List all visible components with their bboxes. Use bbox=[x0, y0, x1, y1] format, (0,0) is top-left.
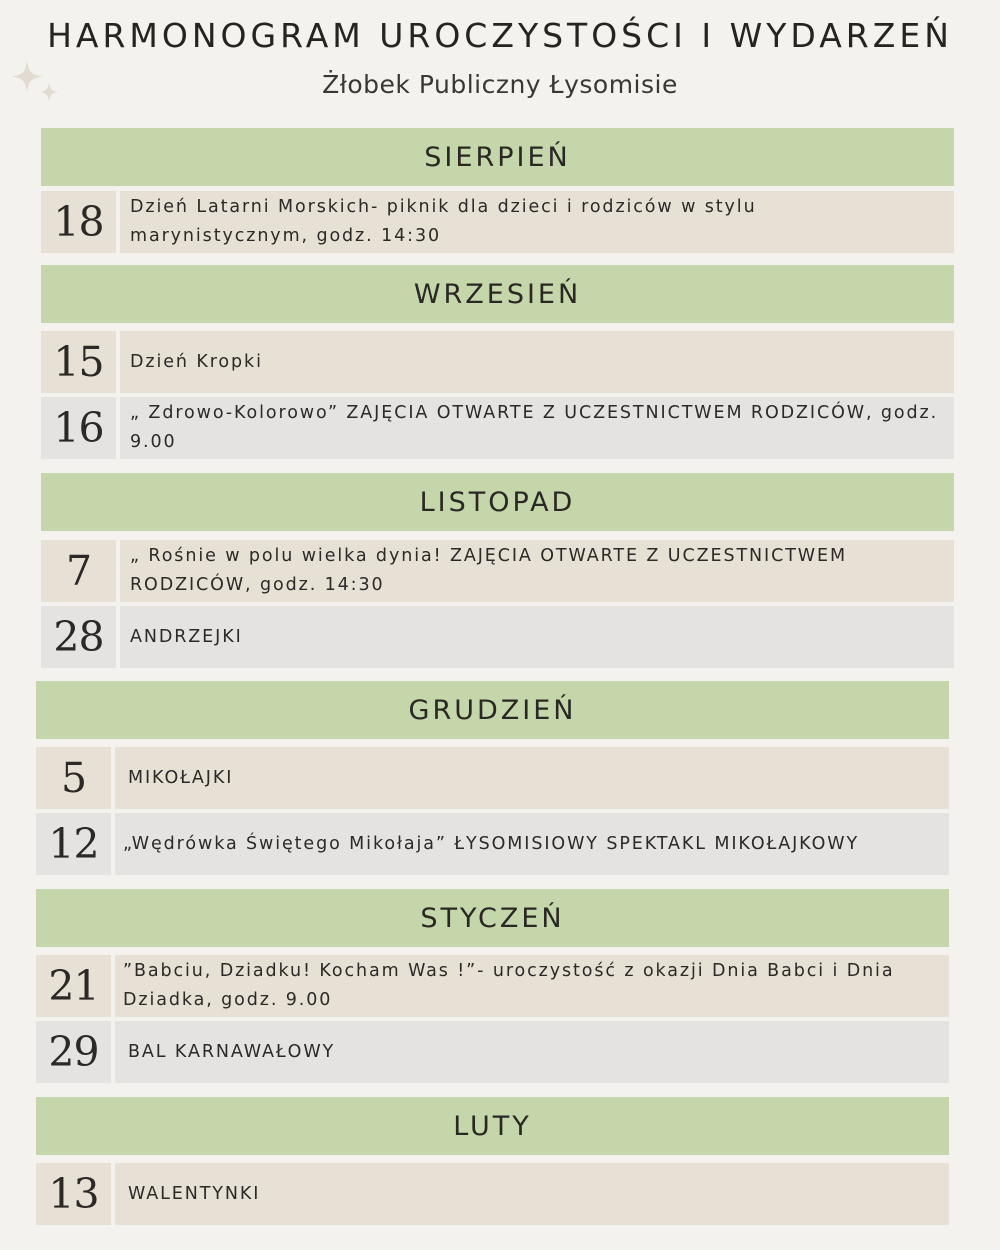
event-day: 28 bbox=[41, 606, 116, 668]
event-day: 16 bbox=[41, 397, 116, 459]
event-description: „ Rośnie w polu wielka dynia! ZAJĘCIA OTWARTE Z UCZESTNICTWEM RODZICÓW, godz. 14:30 bbox=[120, 540, 954, 602]
event-row bbox=[36, 813, 949, 875]
event-row bbox=[36, 955, 949, 1017]
event-row bbox=[41, 606, 954, 668]
month-header-listopad: LISTOPAD bbox=[41, 473, 954, 531]
event-row bbox=[41, 331, 954, 393]
event-day: 29 bbox=[36, 1021, 111, 1083]
event-day: 12 bbox=[36, 813, 111, 875]
month-header-luty: LUTY bbox=[36, 1097, 949, 1155]
event-description: ”Babciu, Dziadku! Kocham Was !”- uroczystość z okazji Dnia Babci i Dnia Dziadka, godz. 9.00 bbox=[115, 955, 949, 1017]
event-day: 15 bbox=[41, 331, 116, 393]
event-row bbox=[36, 747, 949, 809]
month-header-sierpien: SIERPIEŃ bbox=[41, 128, 954, 186]
event-day: 5 bbox=[36, 747, 111, 809]
event-day: 21 bbox=[36, 955, 111, 1017]
event-row bbox=[36, 1163, 949, 1225]
event-description: ANDRZEJKI bbox=[120, 606, 954, 668]
month-header-styczen: STYCZEŃ bbox=[36, 889, 949, 947]
event-description: MIKOŁAJKI bbox=[115, 747, 949, 809]
event-description: Dzień Latarni Morskich- piknik dla dzieci i rodziców w stylu marynistycznym, godz. 14:30 bbox=[120, 191, 954, 253]
page-subtitle: Żłobek Publiczny Łysomisie bbox=[322, 70, 678, 99]
event-day: 18 bbox=[41, 191, 116, 253]
event-description: „Wędrówka Świętego Mikołaja” ŁYSOMISIOWY SPEKTAKL MIKOŁAJKOWY bbox=[115, 813, 949, 875]
month-header-grudzien: GRUDZIEŃ bbox=[36, 681, 949, 739]
event-description: WALENTYNKI bbox=[115, 1163, 949, 1225]
event-description: „ Zdrowo-Kolorowo” ZAJĘCIA OTWARTE Z UCZESTNICTWEM RODZICÓW, godz. 9.00 bbox=[120, 397, 954, 459]
event-row bbox=[41, 397, 954, 459]
event-description: BAL KARNAWAŁOWY bbox=[115, 1021, 949, 1083]
page-title: HARMONOGRAM UROCZYSTOŚCI I WYDARZEŃ bbox=[47, 16, 953, 55]
event-row bbox=[41, 191, 954, 253]
event-row bbox=[36, 1021, 949, 1083]
event-row bbox=[41, 540, 954, 602]
event-description: Dzień Kropki bbox=[120, 331, 954, 393]
event-day: 7 bbox=[41, 540, 116, 602]
month-header-wrzesien: WRZESIEŃ bbox=[41, 265, 954, 323]
event-day: 13 bbox=[36, 1163, 111, 1225]
